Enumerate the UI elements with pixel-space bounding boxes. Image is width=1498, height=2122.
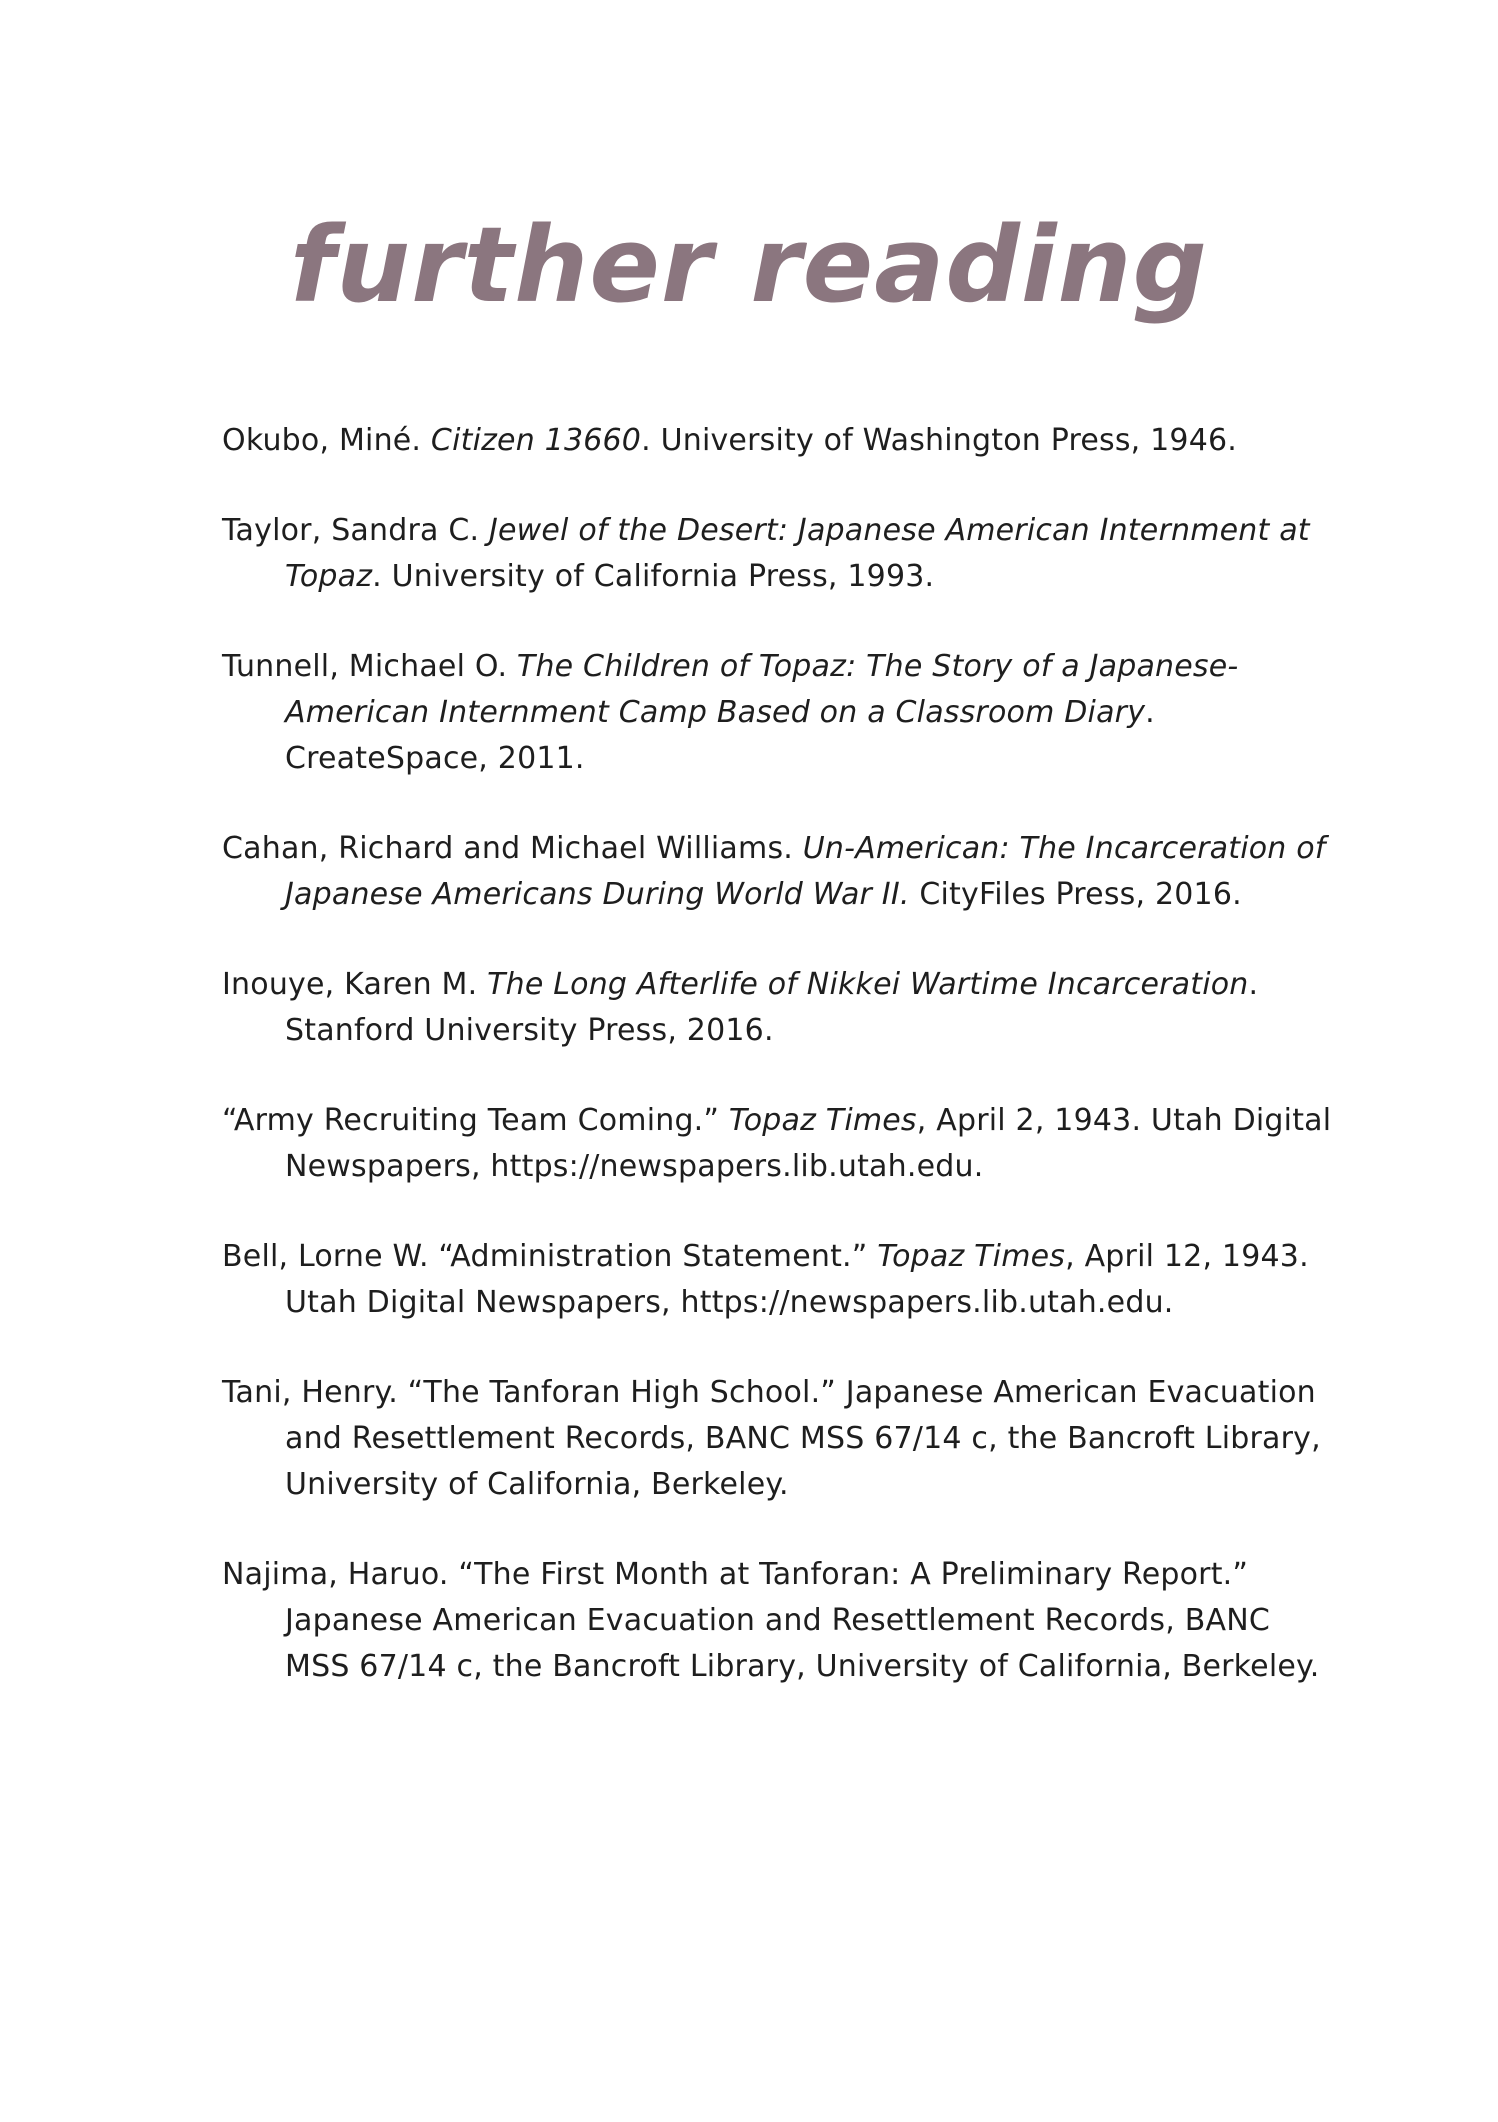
entry-title: Topaz Times (877, 1239, 1066, 1274)
entry-text: Bell, Lorne W. “Administration Statement.” (222, 1239, 878, 1274)
bibliography-entry-najima (222, 1552, 1342, 1690)
page-title: further reading (290, 204, 1208, 326)
entry-text: . CreateSpace, 2011. (285, 695, 1155, 776)
entry-title: The Children of Topaz: The Story of a Japanese-American Internment Camp Based on a Classroom Diary (285, 649, 1239, 730)
entry-text: . University of California Press, 1993. (372, 559, 935, 594)
entry-text: Inouye, Karen M. (222, 967, 488, 1002)
entry-title: Jewel of the Desert: Japanese American Internment at Topaz (285, 513, 1310, 594)
bibliography-entry-tani (222, 1370, 1342, 1508)
entry-text: , April 12, 1943. Utah Digital Newspapers, https://newspapers.lib.utah.edu. (285, 1239, 1309, 1320)
entry-text: “Army Recruiting Team Coming.” (222, 1103, 729, 1138)
bibliography-entry-inouye (222, 962, 1342, 1054)
entry-title: The Long Afterlife of Nikkei Wartime Incarceration (487, 967, 1249, 1002)
entry-text: . University of Washington Press, 1946. (641, 423, 1238, 458)
entry-text: Tani, Henry. “The Tanforan High School.” Japanese American Evacuation and Resettlement Records, BANC MSS 67/14 c, the Bancroft Library, University of California, Berkeley. (222, 1375, 1321, 1502)
bibliography-entry-tunnell (222, 644, 1342, 782)
entry-text: CityFiles Press, 2016. (909, 877, 1242, 912)
entry-text: Najima, Haruo. “The First Month at Tanforan: A Preliminary Report.” Japanese American Evacuation and Resettlement Records, BANC MSS 67/14 c, the Bancroft Library, University of California, Berkeley. (222, 1557, 1320, 1684)
bibliography-entry-cahan (222, 826, 1342, 918)
entry-text: . Stanford University Press, 2016. (285, 967, 1259, 1048)
bibliography-entry-okubo (222, 418, 1342, 464)
entry-text: , April 2, 1943. Utah Digital Newspapers, https://newspapers.lib.utah.edu. (285, 1103, 1332, 1184)
entry-text: Cahan, Richard and Michael Williams. (222, 831, 803, 866)
entry-text: Taylor, Sandra C. (222, 513, 489, 548)
bibliography-entry-bell (222, 1234, 1342, 1326)
entry-title: Citizen 13660 (430, 423, 642, 458)
entry-text: Okubo, Miné. (222, 423, 431, 458)
entry-title: Topaz Times (728, 1103, 917, 1138)
entry-text: Tunnell, Michael O. (222, 649, 517, 684)
bibliography-entry-army-recruiting (222, 1098, 1342, 1190)
bibliography-entry-taylor (222, 508, 1342, 600)
bibliography-list (222, 418, 1342, 1734)
entry-title: Un-American: The Incarceration of Japanese Americans During World War II. (285, 831, 1326, 912)
